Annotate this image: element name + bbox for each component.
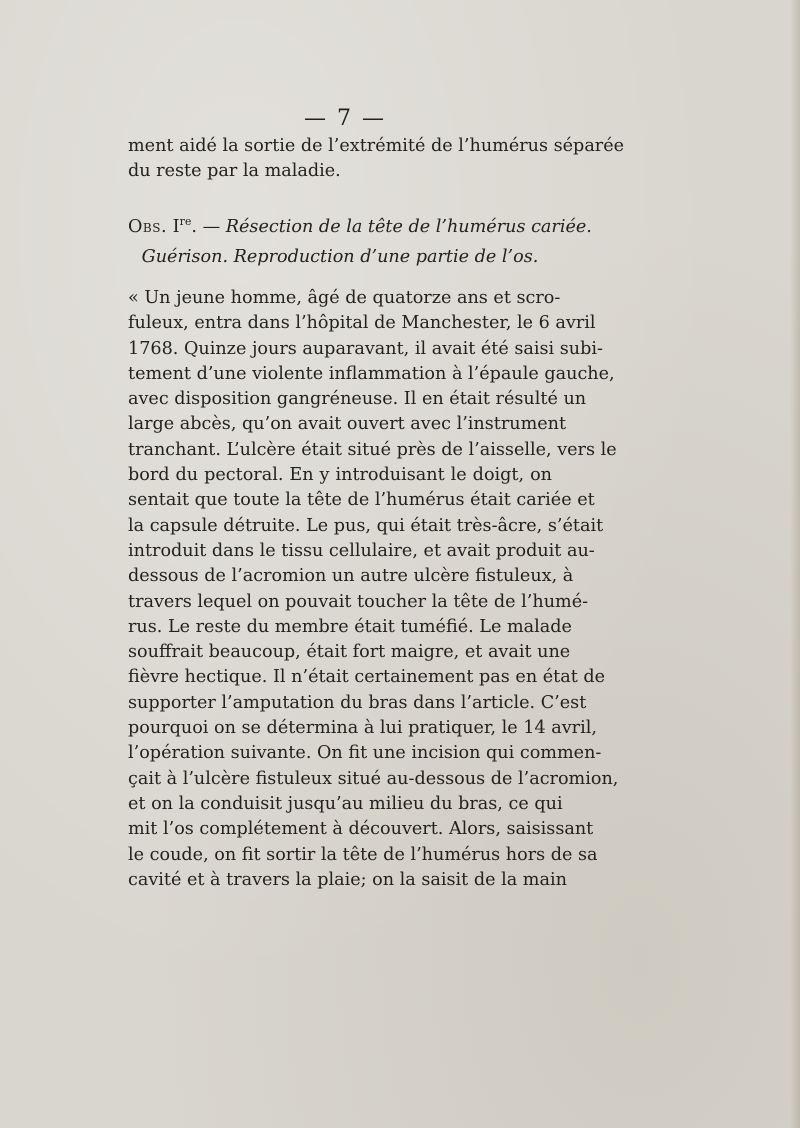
text-line: dessous de l’acromion un autre ulcère fistuleux, à bbox=[128, 566, 574, 587]
text-line: mit l’os complétement à découvert. Alors, saisissant bbox=[128, 819, 594, 840]
observation-paragraph bbox=[128, 286, 619, 893]
observation-label: Obs. bbox=[128, 217, 168, 237]
observation-number: I bbox=[172, 217, 180, 237]
text-line: introduit dans le tissu cellulaire, et avait produit au- bbox=[128, 540, 595, 561]
text-line: tranchant. L’ulcère était situé près de l’aisselle, vers le bbox=[128, 439, 617, 460]
text-line: pourquoi on se détermina à lui pratiquer, le 14 avril, bbox=[128, 718, 597, 739]
text-line: sentait que toute la tête de l’humérus était cariée et bbox=[128, 490, 595, 511]
text-line: supporter l’amputation du bras dans l’article. C’est bbox=[128, 692, 587, 713]
heading-line-1 bbox=[128, 207, 592, 242]
text-line: l’opération suivante. On fit une incision qui commen- bbox=[128, 743, 602, 764]
text-line: « Un jeune homme, âgé de quatorze ans et scro- bbox=[128, 288, 561, 308]
observation-heading bbox=[128, 207, 592, 272]
text-line: 1768. Quinze jours auparavant, il avait été saisi subi- bbox=[128, 338, 603, 359]
text-line: et on la conduisit jusqu’au milieu du bras, ce qui bbox=[128, 793, 563, 814]
text-line: bord du pectoral. En y introduisant le doigt, on bbox=[128, 465, 552, 486]
text-line: souffrait beaucoup, était fort maigre, et avait une bbox=[128, 642, 571, 663]
observation-superscript: re bbox=[179, 215, 192, 228]
text-line: fuleux, entra dans l’hôpital de Manchester, le 6 avril bbox=[128, 313, 596, 334]
text-line: travers lequel on pouvait toucher la tête de l’humé- bbox=[128, 591, 589, 612]
text-line: le coude, on fit sortir la tête de l’humérus hors de sa bbox=[128, 844, 598, 865]
text-line: rus. Le reste du membre était tuméfié. Le malade bbox=[128, 616, 572, 637]
text-line: ment aidé la sortie de l’extrémité de l’humérus séparée bbox=[128, 136, 625, 156]
text-line: avec disposition gangréneuse. Il en était résulté un bbox=[128, 389, 587, 410]
heading-title-line-1: Résection de la tête de l’humérus cariée. bbox=[225, 217, 592, 237]
page-number: — 7 — bbox=[304, 106, 386, 131]
text-line: tement d’une violente inflammation à l’épaule gauche, bbox=[128, 363, 615, 384]
text-line: cavité et à travers la plaie; on la saisit de la main bbox=[128, 869, 567, 890]
text-line: du reste par la maladie. bbox=[128, 161, 341, 182]
text-line: çait à l’ulcère fistuleux situé au-dessous de l’acromion, bbox=[128, 768, 619, 789]
intro-paragraph bbox=[128, 134, 625, 185]
page-edge-shadow bbox=[790, 0, 800, 1128]
text-line: fièvre hectique. Il n’était certainement pas en état de bbox=[128, 667, 606, 688]
text-line: large abcès, qu’on avait ouvert avec l’instrument bbox=[128, 414, 567, 435]
heading-title-line-2: Guérison. Reproduction d’une partie de l’os. bbox=[141, 247, 539, 267]
heading-separator: . — bbox=[191, 217, 221, 237]
text-line: la capsule détruite. Le pus, qui était très-âcre, s’était bbox=[128, 515, 604, 536]
